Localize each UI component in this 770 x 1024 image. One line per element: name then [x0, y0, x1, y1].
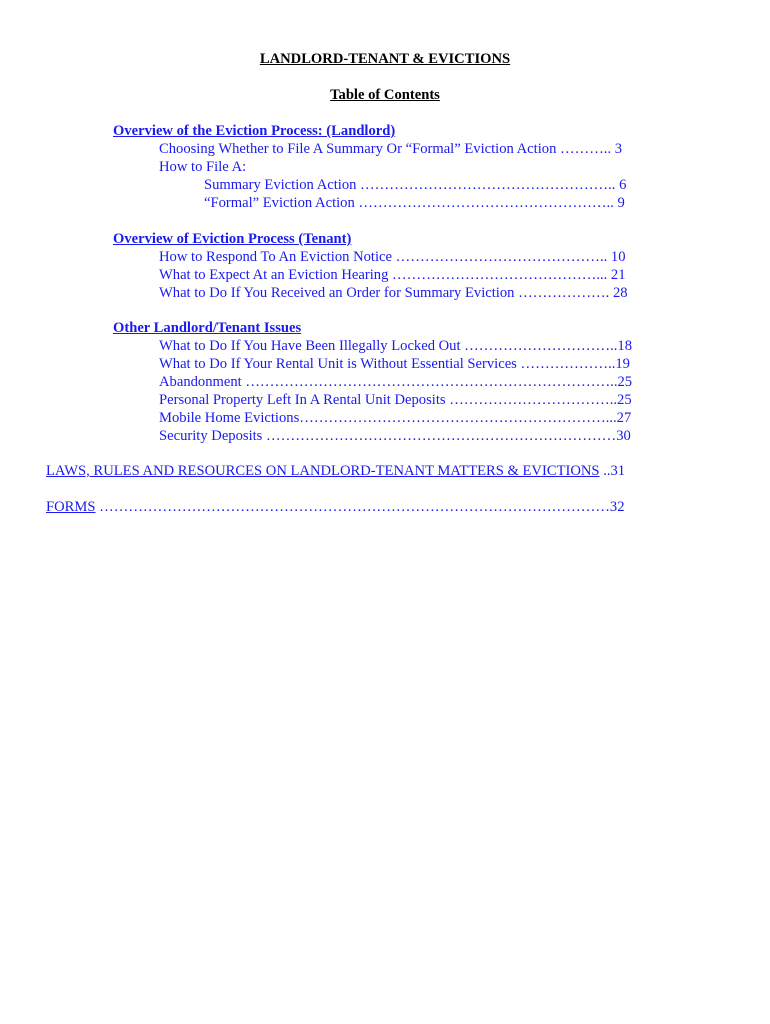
- toc-entry-laws: [46, 462, 625, 480]
- toc-link-personal-property[interactable]: Personal Property Left In A Rental Unit Deposits ……………………………..25: [159, 392, 632, 408]
- toc-link-choosing-summary-or-formal[interactable]: Choosing Whether to File A Summary Or “Formal” Eviction Action ……….. 3: [159, 141, 623, 157]
- toc-page-laws: ..31: [599, 463, 626, 479]
- section-heading-tenant[interactable]: Overview of Eviction Process (Tenant): [113, 231, 352, 247]
- toc-link-laws-rules-resources[interactable]: LAWS, RULES AND RESOURCES ON LANDLORD-TENANT MATTERS & EVICTIONS: [46, 463, 600, 479]
- section-heading-landlord[interactable]: Overview of the Eviction Process: (Landlord): [113, 123, 396, 139]
- toc-link-respond-eviction-notice[interactable]: How to Respond To An Eviction Notice …………………………………….. 10: [159, 249, 626, 265]
- toc-link-security-deposits[interactable]: Security Deposits ………………………………………………………………30: [159, 428, 631, 444]
- toc-link-eviction-hearing[interactable]: What to Expect At an Eviction Hearing ……………………………………... 21: [159, 267, 626, 283]
- toc-link-how-to-file[interactable]: How to File A:: [159, 159, 247, 175]
- document-title: LANDLORD-TENANT & EVICTIONS: [259, 51, 511, 67]
- toc-link-abandonment[interactable]: Abandonment …………………………………………………………………..25: [159, 374, 633, 390]
- toc-link-summary-eviction-action[interactable]: Summary Eviction Action …………………………………………….. 6: [204, 177, 627, 193]
- toc-link-formal-eviction-action[interactable]: “Formal” Eviction Action …………………………………………….. 9: [204, 195, 625, 211]
- toc-link-mobile-home-evictions[interactable]: Mobile Home Evictions………………………………………………………...27: [159, 410, 632, 426]
- toc-link-essential-services[interactable]: What to Do If Your Rental Unit is Without Essential Services ………………..19: [159, 356, 630, 372]
- section-heading-other[interactable]: Other Landlord/Tenant Issues: [113, 320, 302, 336]
- toc-page-forms: ……………………………………………………………………………………………32: [95, 499, 625, 515]
- toc-heading: Table of Contents: [330, 87, 440, 103]
- toc-link-forms[interactable]: FORMS: [46, 499, 96, 515]
- toc-entry-forms: [46, 498, 625, 516]
- toc-link-illegally-locked-out[interactable]: What to Do If You Have Been Illegally Locked Out …………………………..18: [159, 338, 633, 354]
- toc-link-order-summary-eviction[interactable]: What to Do If You Received an Order for Summary Eviction ………………. 28: [159, 285, 628, 301]
